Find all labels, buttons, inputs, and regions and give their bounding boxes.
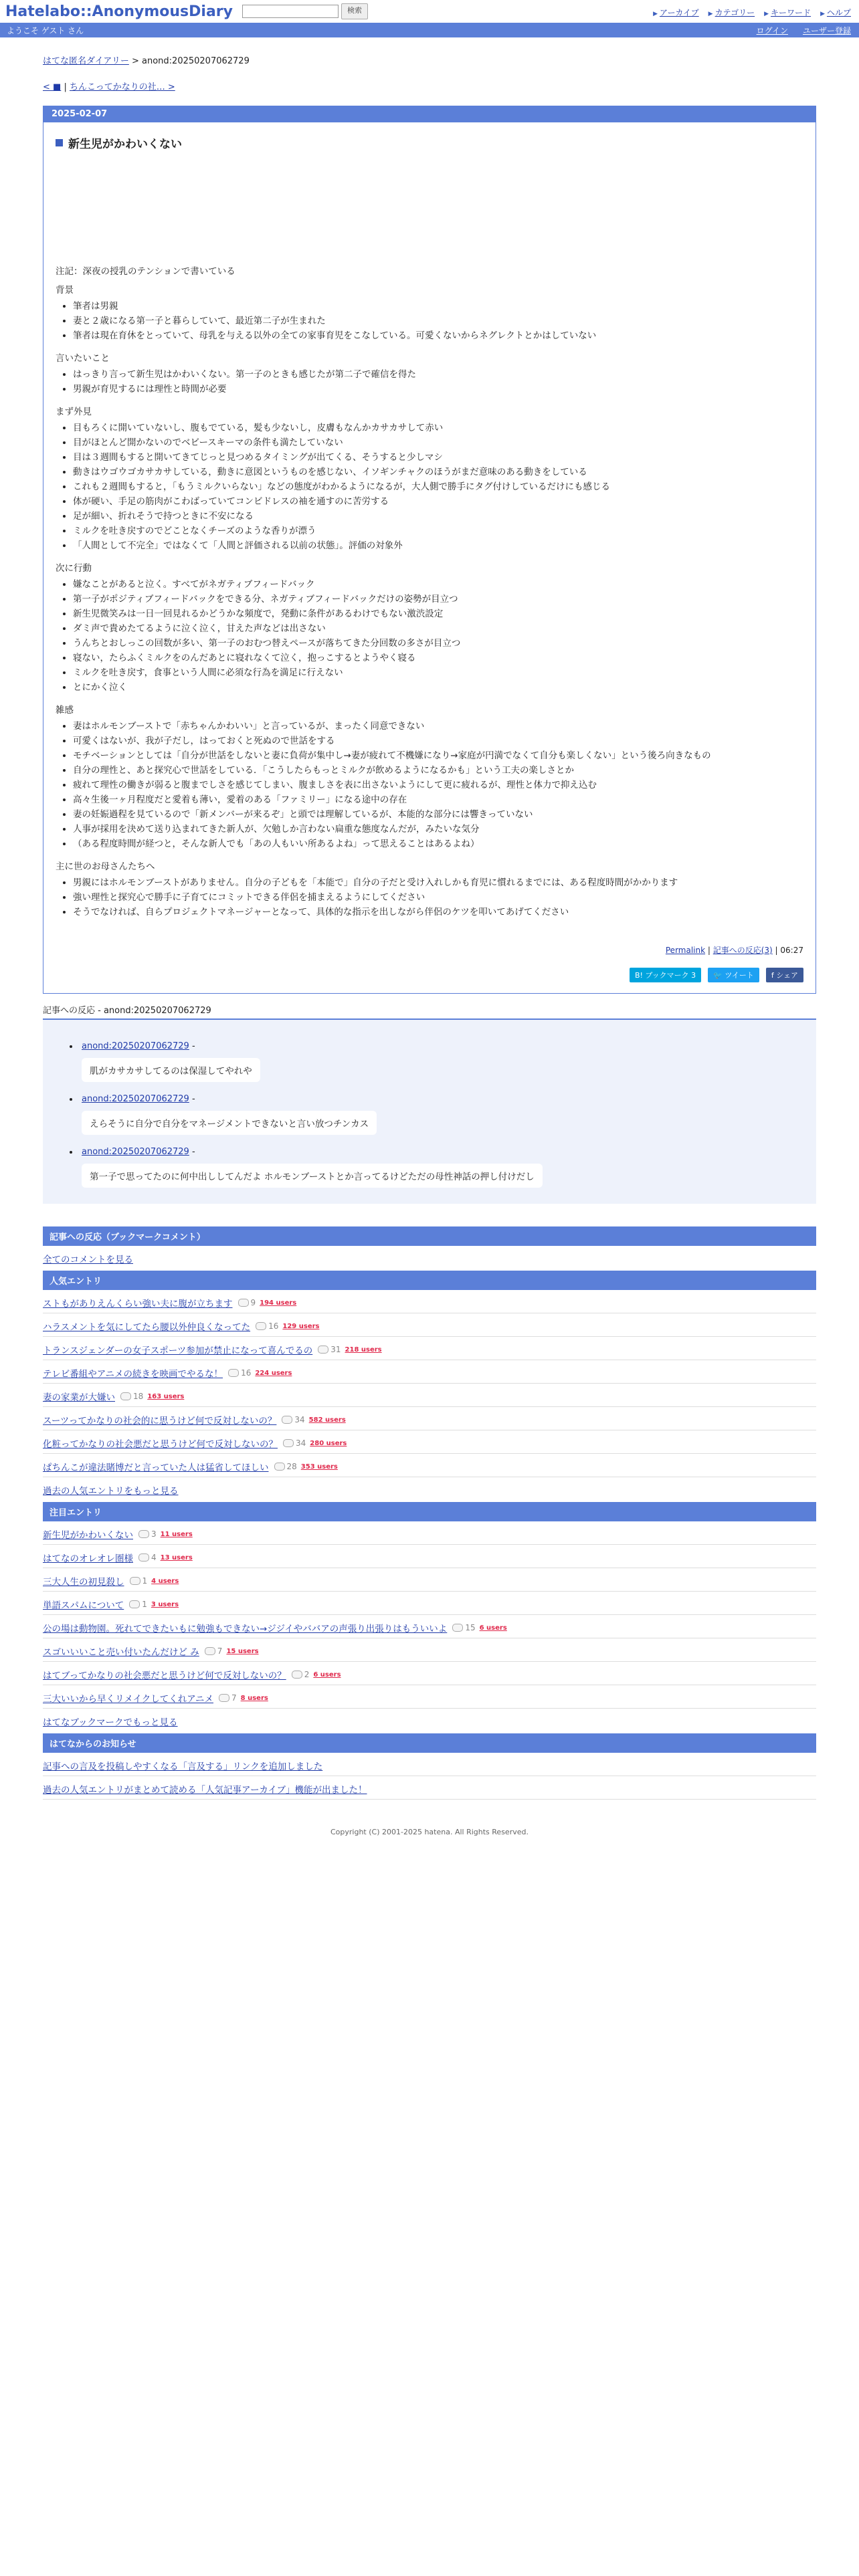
comment-bubble-icon	[274, 1463, 285, 1471]
triangle-icon: ▶	[653, 11, 658, 17]
users-badge[interactable]: 353 users	[300, 1463, 338, 1471]
entry-row	[43, 1521, 816, 1545]
entry-link[interactable]: トランスジェンダーの女子スポーツ参加が禁止になって喜んでるの	[43, 1346, 313, 1356]
entry-row	[43, 1568, 816, 1592]
comment-bubble-icon	[219, 1694, 229, 1702]
list-item: • 筆者は男親	[73, 301, 803, 312]
entry-link[interactable]: はてブってかなりの社会悪だと思うけど何で反対しないの？	[43, 1671, 286, 1681]
list-item: • そうでなければ、自らプロジェクトマネージャーとなって、具体的な指示を出しながら伴侶のケツを叩いてあげてください	[73, 907, 803, 918]
section-list	[56, 301, 803, 341]
hatena-bookmark-button[interactable]: B! ブックマーク 3	[630, 968, 701, 982]
comment-count-badge[interactable]: 34	[282, 1415, 304, 1424]
entry-link[interactable]: 妻の家業が大嫌い	[43, 1392, 115, 1403]
list-item: • 足が細い、折れそうで持つときに不安になる	[73, 511, 803, 522]
list-item: • （ある程度時間が経つと，そんな新人でも「あの人もいい所あるよね」って思えることはあるよね）	[73, 839, 803, 849]
login-link[interactable]: ログイン	[756, 26, 788, 35]
entry-link[interactable]: スゴいいいこと売い付いたんだけど み	[43, 1647, 199, 1658]
list-item: • 新生児微笑みは一日一回見れるかどうかな頻度で，発動に条件があるわけでもない激渋設定	[73, 609, 803, 619]
entry-link[interactable]: ぱちんこが違法賭博だと言っていた人は猛省してほしい	[43, 1463, 269, 1473]
list-item: • 寝ない，たらふくミルクをのんだあとに寝れなくて泣く，抱っこするとようやく寝る	[73, 653, 803, 663]
reaction-author-link[interactable]: anond:20250207062729	[82, 1041, 189, 1051]
list-item: • はっきり言って新生児はかわいくない。第一子のときも感じたが第二子で確信を得た	[73, 369, 803, 380]
comment-count-badge[interactable]: 34	[283, 1438, 306, 1448]
entry-link[interactable]: ハラスメントを気にしてたら腰以外仲良くなってた	[43, 1322, 251, 1333]
users-badge[interactable]: 194 users	[260, 1299, 297, 1307]
comment-count-badge[interactable]: 16	[256, 1321, 278, 1331]
list-item: • 動きはウゴウゴカサカサしている，動きに意図というものを感じない、イソギンチャクのほうがまだ意味のある動きをしている	[73, 467, 803, 477]
users-badge[interactable]: 3 users	[151, 1600, 179, 1608]
reaction-dash: -	[189, 1094, 195, 1104]
top-header	[0, 0, 859, 23]
entry-link[interactable]: はてなのオレオレ圏様	[43, 1553, 133, 1564]
breadcrumb: はてな匿名ダイアリー > anond:20250207062729	[43, 56, 250, 66]
users-badge[interactable]: 6 users	[313, 1671, 341, 1679]
copyright: Copyright (C) 2001-2025 hatena. All Rights Reserved.	[330, 1828, 529, 1836]
list-item: • うんちとおしっこの回数が多い、第一子のおむつ替えペースが落ちてきた分回数の多さが目立つ	[73, 638, 803, 649]
welcome-text: ようこそ ゲスト さん	[7, 25, 84, 35]
comment-bubble-icon	[129, 1600, 140, 1608]
reactions-heading: 記事への反応 - anond:20250207062729	[43, 1003, 816, 1020]
share-buttons	[56, 968, 803, 982]
news-row	[43, 1776, 816, 1800]
breadcrumb-current: anond:20250207062729	[142, 56, 250, 66]
entry-note: 注記：深夜の授乳のテンションで書いている	[56, 266, 235, 277]
entry-link[interactable]: 単語スパムについて	[43, 1600, 124, 1611]
list-item: • 疲れて理性の働きが弱ると腹までしさを感じてしまい、腹ましさを表に出さないようにして更に疲れるが、理性と体力で抑え込む	[73, 780, 803, 790]
list-item: • 目もろくに開いていないし、腹もでている，髪も少ないし，皮膚もなんかカサカサして赤い	[73, 423, 803, 433]
user-bar	[0, 23, 859, 37]
entry-link[interactable]: 化粧ってかなりの社会悪だと思うけど何で反対しないの？	[43, 1439, 278, 1450]
section-list	[56, 579, 803, 693]
comment-bubble-icon	[138, 1530, 149, 1538]
reactions-list	[43, 1020, 816, 1204]
comment-count-badge[interactable]: 1	[130, 1576, 148, 1586]
users-badge[interactable]: 224 users	[255, 1369, 292, 1377]
site-logo[interactable]: Hatelabo::AnonymousDiary	[5, 3, 233, 20]
list-item: • 妻の妊娠過程を見ているので「新メンバーが来るぞ」と頭では理解しているが、本能的な部分には響きっていない	[73, 809, 803, 820]
reaction-text: 肌がカサカサしてるのは保湿してやれや	[82, 1058, 260, 1082]
register-link[interactable]: ユーザー登録	[802, 26, 851, 35]
entry-row	[43, 1454, 816, 1477]
section-list	[56, 369, 803, 395]
entry-link[interactable]: ストもがありえんくらい強い夫に腹が立ちます	[43, 1299, 233, 1309]
comment-count-badge[interactable]: 15	[452, 1623, 475, 1632]
entry-title: 新生児がかわいくない	[56, 134, 803, 151]
comment-bubble-icon	[130, 1577, 140, 1585]
entry-link[interactable]: 三大人生の初見殺し	[43, 1577, 124, 1588]
list-item: • ダミ声で貴めたてるように泣く泣く，甘えた声などは出さない	[73, 623, 803, 634]
entry-link[interactable]: スーツってかなりの社会的に思うけど何で反対しないの？	[43, 1416, 277, 1426]
entry-row	[43, 1662, 816, 1685]
section-heading: 次に行動	[56, 563, 92, 574]
nav-keyword[interactable]: ▶ キーワード	[764, 8, 812, 17]
list-item: • 高々生後一ヶ月程度だと愛着も薄い，愛着のある「ファミリー」になる途中の存在	[73, 794, 803, 805]
reactions-link[interactable]: 記事への反応(3)	[712, 946, 773, 955]
popular-more-link[interactable]: 過去の人気エントリをもっと見る	[43, 1486, 179, 1497]
comment-count-badge[interactable]: 18	[120, 1392, 143, 1401]
comment-count-badge[interactable]: 4	[138, 1553, 157, 1562]
reaction-author-link[interactable]: anond:20250207062729	[82, 1094, 189, 1104]
comment-count-badge[interactable]: 2	[292, 1670, 310, 1679]
entry-row	[43, 1545, 816, 1568]
news-heading: はてなからのお知らせ	[43, 1733, 816, 1753]
entry-pager: < ■ | ちんこってかなりの社… >	[43, 82, 175, 92]
entry-body	[56, 263, 803, 918]
prev-entry-link[interactable]: < ■	[43, 82, 62, 92]
tweet-button[interactable]: 🐦 ツイート	[708, 968, 759, 982]
comment-bubble-icon	[282, 1416, 292, 1424]
search-button[interactable]: 検索	[341, 3, 368, 19]
list-item: • ミルクを吐き戻す，食事という人間に必須な行為を満足に行えない	[73, 667, 803, 678]
users-badge[interactable]: 13 users	[160, 1553, 193, 1562]
entry-link[interactable]: 公の場は動物園。死れてできたいもに勉強もできない→ジジイやババアの声張り出張りはもういいよ	[43, 1624, 448, 1634]
news-link[interactable]: 記事への言及を投稿しやすくなる「言及する」リンクを追加しました	[43, 1761, 323, 1772]
entry-row	[43, 1360, 816, 1384]
section-heading: 背景	[56, 285, 74, 296]
comment-bubble-icon	[318, 1346, 328, 1354]
users-badge[interactable]: 4 users	[151, 1577, 179, 1585]
entry-box	[43, 106, 816, 994]
triangle-icon: ▶	[764, 11, 769, 17]
comment-bubble-icon	[452, 1624, 463, 1632]
comment-count-badge[interactable]: 16	[228, 1368, 251, 1378]
users-badge[interactable]: 280 users	[310, 1439, 347, 1447]
noteworthy-heading: 注目エントリ	[43, 1502, 816, 1521]
nav-archive[interactable]: ▶ アーカイブ	[653, 8, 699, 17]
entry-link[interactable]: 三大いいから早くリメイクしてくれアニメ	[43, 1694, 214, 1705]
entry-row	[43, 1592, 816, 1615]
list-item: • とにかく泣く	[73, 682, 803, 693]
users-badge[interactable]: 163 users	[147, 1392, 185, 1400]
entry-row	[43, 1638, 816, 1662]
list-item: • モチベーションとしては「自分が世話をしないと妻に負荷が集中し→妻が疲れて不機嫌になり→家庭が円満でなくて自分も楽しくない」という後ろ向きなもの	[73, 750, 803, 761]
search-input[interactable]	[242, 5, 339, 18]
reaction-text: 第一子で思ってたのに何中出ししてんだよ ホルモンブーストとか言ってるけどただの母性神話の押し付けだし	[82, 1164, 543, 1188]
twitter-icon: 🐦	[713, 971, 725, 980]
reaction-text: えらそうに自分で自分をマネージメントできないと言い放つチンカス	[82, 1111, 377, 1135]
list-item: • 可愛くはないが、我が子だし，はっておくと死ぬので世話をする	[73, 736, 803, 746]
list-item: • これも２週間もすると，「もうミルクいらない」などの態度がわかるようになるが，大人側で勝手にタグ付けしているだけにも感じる	[73, 481, 803, 492]
section-list	[56, 877, 803, 918]
news-link[interactable]: 過去の人気エントリがまとめて読める「人気記事アーカイブ」機能が出ました！	[43, 1785, 367, 1796]
section-heading: 雑感	[56, 705, 74, 716]
entry-row	[43, 1615, 816, 1638]
reaction-dash: -	[189, 1147, 195, 1157]
top-nav	[653, 7, 851, 18]
entry-row	[43, 1313, 816, 1337]
section-heading: まず外見	[56, 407, 92, 417]
entry-link[interactable]: テレビ番組やアニメの続きを映画でやるな！	[43, 1369, 223, 1380]
comment-count-badge[interactable]: 28	[274, 1462, 297, 1471]
reaction-author-link[interactable]: anond:20250207062729	[82, 1147, 189, 1157]
facebook-share-button[interactable]: f シェア	[766, 968, 803, 982]
list-item: • 男親が育児するには理性と時間が必要	[73, 384, 803, 395]
list-item: • 男親にはホルモンブーストがありません。自分の子どもを「本能で」自分の子だと受け入れしかも育児に慣れるまでには、ある程度時間がかかります	[73, 877, 803, 888]
reaction-item	[70, 1041, 789, 1082]
comment-count-badge[interactable]: 9	[238, 1298, 256, 1307]
entry-row	[43, 1685, 816, 1709]
entry-row	[43, 1407, 816, 1430]
comment-bubble-icon	[205, 1647, 215, 1655]
comment-bubble-icon	[283, 1439, 294, 1447]
list-item: • 目は３週間もすると開いてきてじっと見つめるタイミングが出てくる、そうすると少しマシ	[73, 452, 803, 463]
square-icon	[56, 139, 63, 146]
list-item: • 目がほとんど開かないのでベビースキーマの条件も満たしていない	[73, 437, 803, 448]
entry-footer: Permalink | 記事への反応(3) | 06:27	[665, 946, 803, 955]
users-badge[interactable]: 218 users	[345, 1346, 382, 1354]
comment-bubble-icon	[138, 1553, 149, 1562]
list-item: • 「人間として不完全」ではなくて「人間と評価される以前の状態」。評価の対象外	[73, 540, 803, 551]
news-row	[43, 1753, 816, 1776]
comment-bubble-icon	[292, 1671, 302, 1679]
reaction-item	[70, 1094, 789, 1135]
triangle-icon: ▶	[820, 11, 825, 17]
permalink[interactable]: Permalink	[665, 946, 706, 955]
list-item: • 体が硬い、手足の筋肉がこわばっていてコンビドレスの袖を通すのに苦労する	[73, 496, 803, 507]
comment-count-badge[interactable]: 3	[138, 1529, 157, 1539]
users-badge[interactable]: 582 users	[308, 1416, 346, 1424]
comment-count-badge[interactable]: 1	[129, 1600, 147, 1609]
entry-row	[43, 1290, 816, 1313]
list-item: • 自分の理性と、あと探究心で世話をしている．「こうしたらもっとミルクが飲めるようになるかも」という工夫の楽しさとか	[73, 765, 803, 776]
users-badge[interactable]: 15 users	[226, 1647, 259, 1655]
list-item: • 妻はホルモンブーストで「赤ちゃんかわいい」と言っているが、まったく同意できない	[73, 721, 803, 732]
users-badge[interactable]: 11 users	[160, 1530, 193, 1538]
comment-count-badge[interactable]: 7	[205, 1646, 223, 1656]
reaction-item	[70, 1147, 789, 1188]
all-comments-link[interactable]: 全てのコメントを見る	[43, 1255, 133, 1265]
entry-row	[43, 1384, 816, 1407]
section-list	[56, 721, 803, 849]
bookmark-comments-heading: 記事への反応（ブックマークコメント）	[43, 1226, 816, 1246]
breadcrumb-home[interactable]: はてな匿名ダイアリー	[43, 56, 129, 66]
entry-row	[43, 1430, 816, 1454]
users-badge[interactable]: 129 users	[282, 1322, 320, 1330]
comment-count-badge[interactable]: 31	[318, 1345, 341, 1354]
entry-link[interactable]: 新生児がかわいくない	[43, 1530, 133, 1541]
list-item: • 人事が採用を決めて送り込まれてきた新人が、欠勉しか言わない扁重な態度なんだが，みたいな気分	[73, 824, 803, 835]
main-content	[43, 53, 816, 1836]
list-item: • 強い理性と探究心で勝手に子育てにコミットできる伴侶を捕まえるようにしてください	[73, 892, 803, 903]
entry-date: 2025-02-07	[43, 106, 816, 122]
section-heading: 言いたいこと	[56, 353, 110, 364]
list-item: • 第一子がポジティブフィードバックをできる分、ネガティブフィードバックだけの姿勢が目立つ	[73, 594, 803, 605]
list-item: • ミルクを吐き戻すのでどことなくチーズのような香りが漂う	[73, 526, 803, 536]
facebook-icon: f	[771, 971, 777, 980]
noteworthy-more-link[interactable]: はてなブックマークでもっと見る	[43, 1717, 178, 1728]
triangle-icon: ▶	[708, 11, 713, 17]
list-item: • 筆者は現在育休をとっていて、母乳を与える以外の全ての家事育児をこなしている。可愛くないからネグレクトとかはしていない	[73, 330, 803, 341]
nav-category[interactable]: ▶ カテゴリー	[708, 8, 755, 17]
users-badge[interactable]: 6 users	[479, 1624, 507, 1632]
next-entry-link[interactable]: ちんこってかなりの社… >	[69, 82, 175, 92]
nav-help[interactable]: ▶ ヘルプ	[820, 8, 851, 17]
reaction-dash: -	[189, 1041, 195, 1051]
comment-count-badge[interactable]: 7	[219, 1693, 237, 1703]
comment-bubble-icon	[120, 1392, 131, 1400]
comment-bubble-icon	[228, 1369, 239, 1377]
comment-bubble-icon	[256, 1322, 266, 1330]
section-list	[56, 423, 803, 551]
entry-time: 06:27	[780, 946, 803, 955]
list-item: • 嫌なことがあると泣く。すべてがネガティブフィードバック	[73, 579, 803, 590]
list-item: • 妻と２歳になる第一子と暮らしていて、最近第二子が生まれた	[73, 316, 803, 326]
popular-heading: 人気エントリ	[43, 1271, 816, 1290]
comment-bubble-icon	[238, 1299, 249, 1307]
section-heading: 主に世のお母さんたちへ	[56, 861, 155, 872]
users-badge[interactable]: 8 users	[240, 1694, 268, 1702]
entry-row	[43, 1337, 816, 1360]
